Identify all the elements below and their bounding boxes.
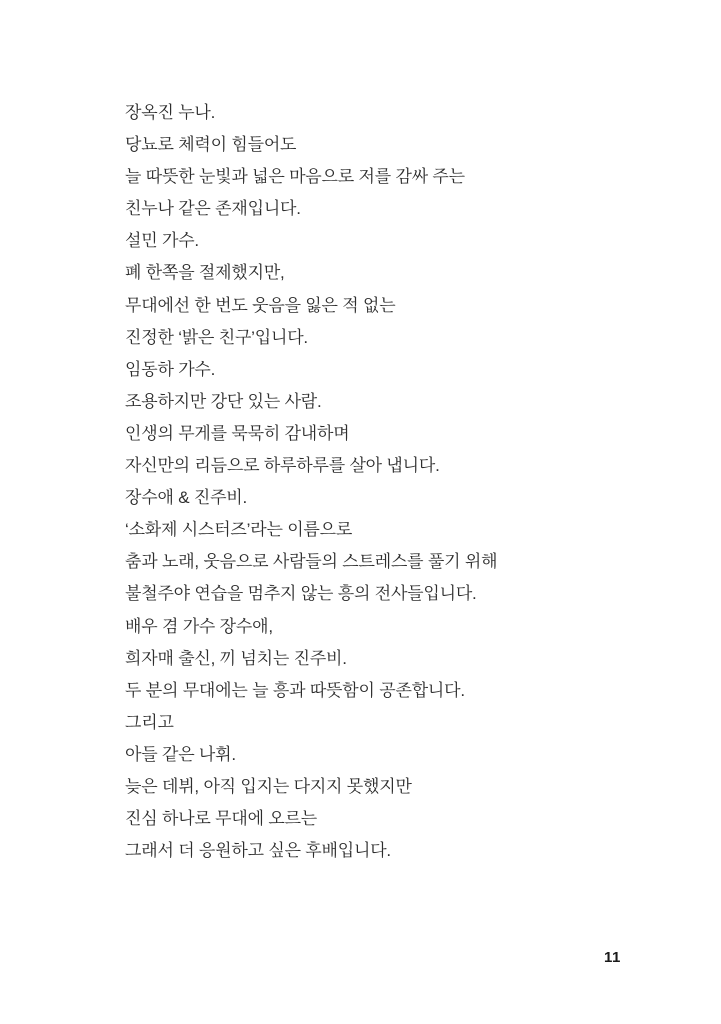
text-line: 춤과 노래, 웃음으로 사람들의 스트레스를 풀기 위해: [125, 552, 498, 572]
text-line: 늦은 데뷔, 아직 입지는 다지지 못했지만: [125, 776, 412, 796]
text-line: 무대에선 한 번도 웃음을 잃은 적 없는: [125, 295, 396, 315]
page-number: 11: [604, 949, 621, 966]
text-line: 진심 하나로 무대에 오르는: [125, 809, 318, 829]
text-line: 설민 가수.: [125, 231, 199, 251]
text-line: 불철주야 연습을 멈추지 않는 흥의 전사들입니다.: [125, 584, 477, 604]
text-line: 폐 한쪽을 절제했지만,: [125, 263, 285, 283]
text-line: 임동하 가수.: [125, 359, 216, 379]
text-line: 인생의 무게를 묵묵히 감내하며: [125, 423, 350, 443]
body-text: [125, 97, 661, 867]
text-line: 당뇨로 체력이 힘들어도: [125, 135, 297, 155]
text-line: 장수애 & 진주비.: [125, 488, 248, 508]
text-line: 두 분의 무대에는 늘 흥과 따뜻함이 공존합니다.: [125, 680, 465, 700]
text-line: 조용하지만 강단 있는 사람.: [125, 391, 322, 411]
text-line: 늘 따뜻한 눈빛과 넓은 마음으로 저를 감싸 주는: [125, 167, 465, 187]
text-line: ‘소화제 시스터즈’라는 이름으로: [125, 520, 353, 540]
text-line: 장옥진 누나.: [125, 103, 216, 122]
text-line: 친누나 같은 존재입니다.: [125, 199, 301, 219]
text-line: 그리고: [125, 712, 174, 732]
text-line: 배우 겸 가수 장수애,: [125, 616, 273, 636]
text-line: 자신만의 리듬으로 하루하루를 살아 냅니다.: [125, 456, 440, 476]
text-line: 아들 같은 나휘.: [125, 744, 236, 764]
text-line: 진정한 ‘밝은 친구’입니다.: [125, 327, 308, 347]
text-line: 그래서 더 응원하고 싶은 후배입니다.: [125, 841, 391, 861]
text-line: 희자매 출신, 끼 넘치는 진주비.: [125, 648, 347, 668]
